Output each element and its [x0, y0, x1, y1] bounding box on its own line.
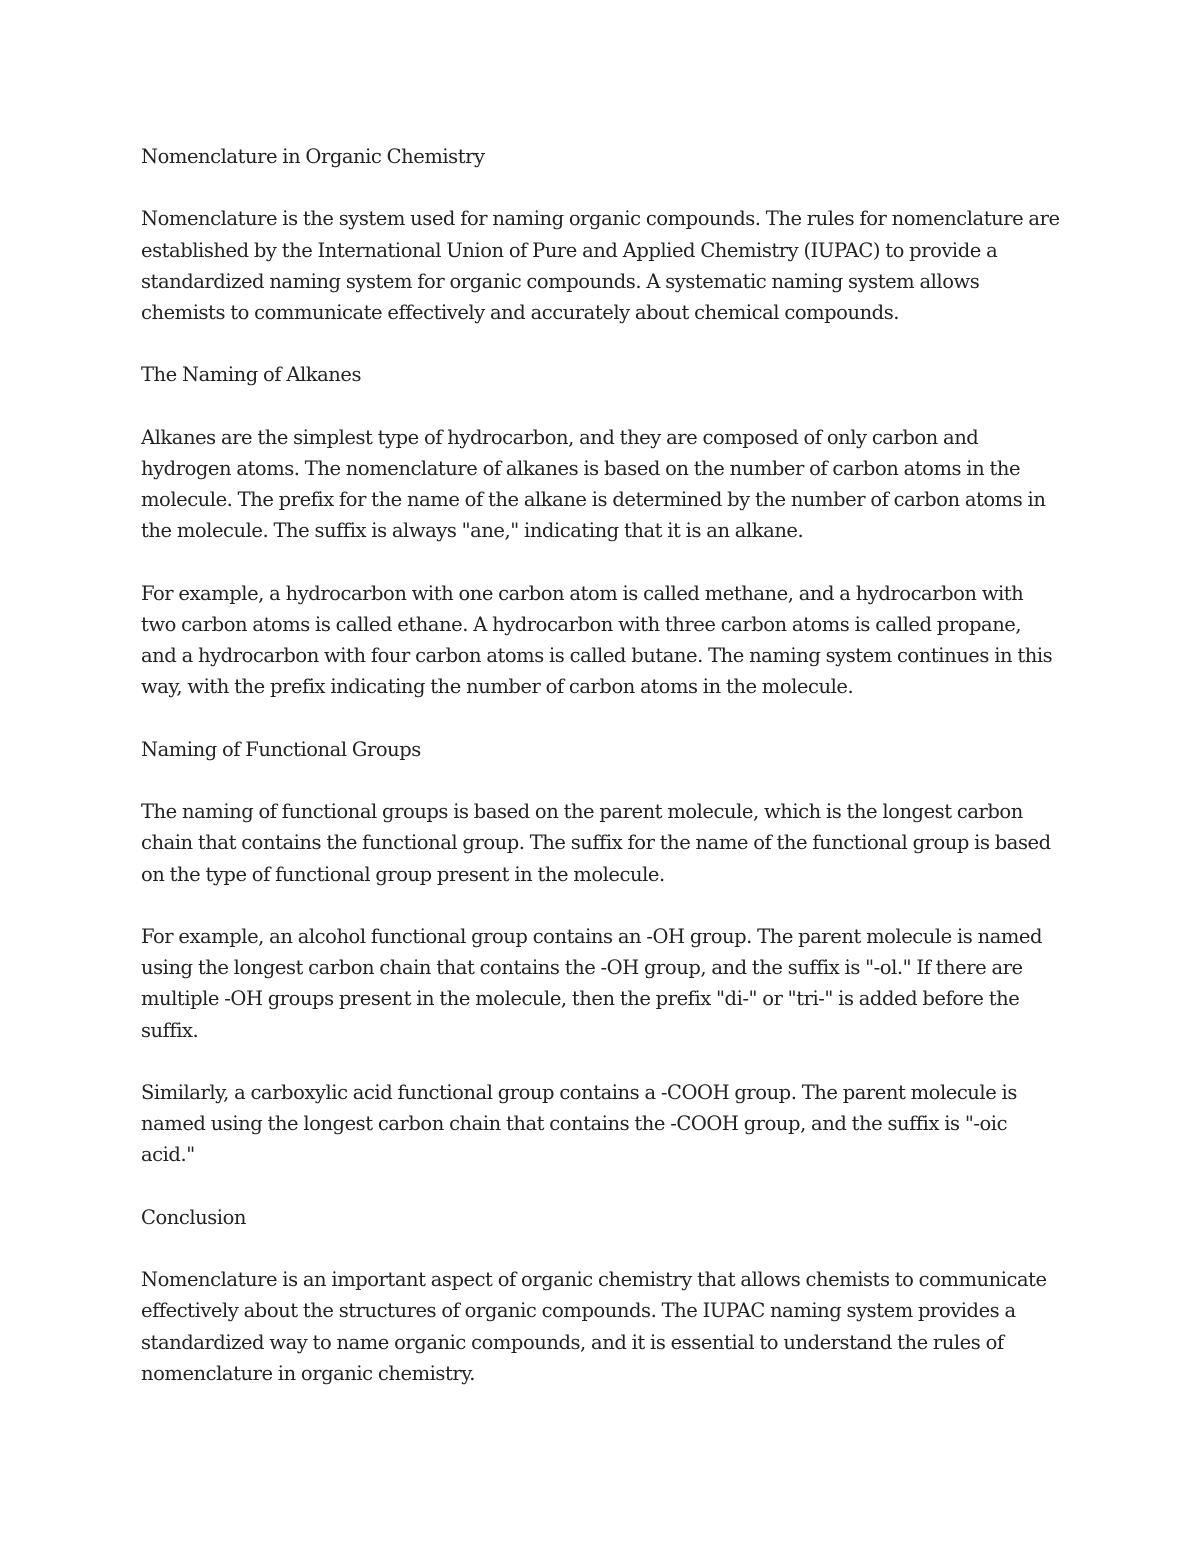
alcohol-example-paragraph: For example, an alcohol functional group contains an -OH group. The parent molecule is named using the longest carbon chain that contains the -OH group, and the suffix is "-ol." If there are multiple -OH groups present in the molecule, then the prefix "di-" or "tri-" is added before the suffix. — [141, 924, 1043, 1042]
alkanes-example-paragraph: For example, a hydrocarbon with one carbon atom is called methane, and a hydrocarbon with two carbon atoms is called ethane. A hydrocarbon with three carbon atoms is called propane, and a hydrocarbon with four carbon atoms is called butane. The naming system continues in this way, with the prefix indicating the number of carbon atoms in the molecule. — [141, 581, 1053, 699]
intro-paragraph: Nomenclature is the system used for naming organic compounds. The rules for nomenclature are established by the International Union of Pure and Applied Chemistry (IUPAC) to provide a standardized naming system for organic compounds. A systematic naming system allows chemists to communicate effectively and accurately about chemical compounds. — [141, 207, 1060, 324]
document-title: Nomenclature in Organic Chemistry — [141, 145, 485, 168]
carboxylic-acid-paragraph: Similarly, a carboxylic acid functional group contains a -COOH group. The parent molecule is named using the longest carbon chain that contains the -COOH group, and the suffix is "-oic acid." — [141, 1080, 1017, 1167]
document-body — [141, 141, 1061, 1420]
alkanes-paragraph: Alkanes are the simplest type of hydrocarbon, and they are composed of only carbon and hydrogen atoms. The nomenclature of alkanes is based on the number of carbon atoms in the molecule. The prefix for the name of the alkane is determined by the number of carbon atoms in the molecule. The suffix is always "ane," indicating that it is an alkane. — [141, 425, 1046, 543]
section-heading-alkanes: The Naming of Alkanes — [141, 363, 362, 387]
conclusion-paragraph: Nomenclature is an important aspect of organic chemistry that allows chemists to communicate effectively about the structures of organic compounds. The IUPAC naming system provides a standardized way to name organic compounds, and it is essential to understand the rules of nomenclature in organic chemistry. — [141, 1268, 1047, 1385]
functional-groups-paragraph: The naming of functional groups is based on the parent molecule, which is the longest carbon chain that contains the functional group. The suffix for the name of the functional group is based on the type of functional group present in the molecule. — [141, 800, 1051, 886]
section-heading-conclusion: Conclusion — [141, 1205, 246, 1229]
section-heading-functional-groups: Naming of Functional Groups — [141, 737, 421, 761]
